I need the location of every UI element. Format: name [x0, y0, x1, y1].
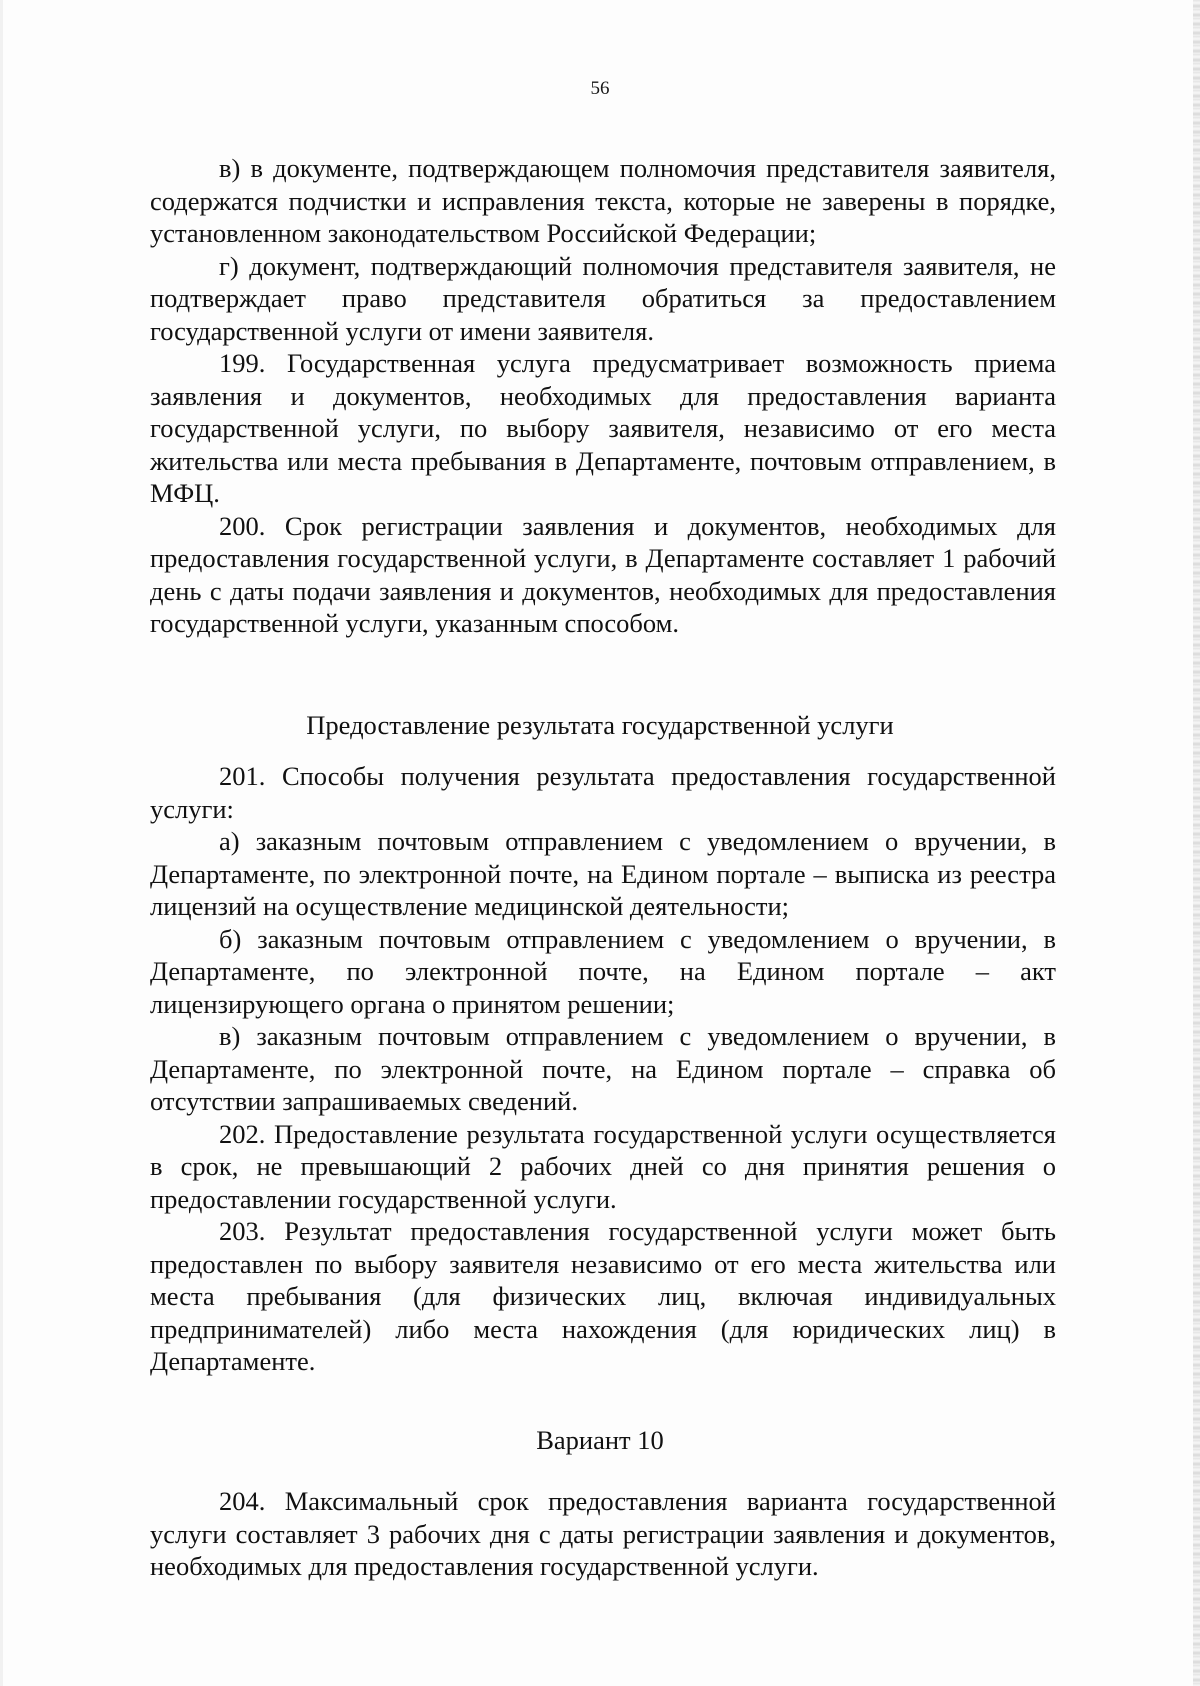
section-reasons-refusal — [150, 152, 1056, 640]
section-result-provision — [150, 760, 1056, 1378]
section-heading-result: Предоставление результата государственной услуги — [306, 710, 894, 740]
paragraph-199: 199. Государственная услуга предусматривает возможность приема заявления и документов, необходимых для предоставления варианта государственной услуги, по выбору заявителя, независимо от его места жительства или места пребывания в Департаменте, почтовым отправлением, в МФЦ. — [150, 348, 1056, 508]
paragraph-203: 203. Результат предоставления государственной услуги может быть предоставлен по выбору заявителя независимо от его места жительства или места пребывания (для физических лиц, включая индивидуальных предпринимателей) либо места нахождения (для юридических лиц) в Департаменте. — [150, 1216, 1056, 1376]
page-number: 56 — [590, 78, 610, 99]
section-heading-variant-10: Вариант 10 — [536, 1425, 664, 1455]
paragraph-204: 204. Максимальный срок предоставления варианта государственной услуги составляет 3 рабочих дня с даты регистрации заявления и документов, необходимых для предоставления государственной услуги. — [150, 1486, 1056, 1581]
paragraph-201-v: в) заказным почтовым отправлением с уведомлением о вручении, в Департаменте, по электронной почте, на Едином портале – справка об отсутствии запрашиваемых сведений. — [150, 1021, 1056, 1116]
paragraph-v-representative-document: в) в документе, подтверждающем полномочия представителя заявителя, содержатся подчистки и исправления текста, которые не заверены в порядке, установленном законодательством Российской Федерации; — [150, 153, 1056, 248]
paragraph-g-representative-authority: г) документ, подтверждающий полномочия представителя заявителя, не подтверждает право представителя обратиться за предоставлением государственной услуги от имени заявителя. — [150, 250, 1056, 346]
section-variant-10 — [150, 1485, 1056, 1583]
paragraph-201-a: а) заказным почтовым отправлением с уведомлением о вручении, в Департаменте, по электронной почте, на Едином портале – выписка из реестра лицензий на осуществление медицинской деятельности; — [150, 826, 1056, 921]
paragraph-201-b: б) заказным почтовым отправлением с уведомлением о вручении, в Департаменте, по электронной почте, на Едином портале – акт лицензирующего органа о принятом решении; — [150, 923, 1056, 1019]
paragraph-200: 200. Срок регистрации заявления и документов, необходимых для предоставления государственной услуги, в Департаменте составляет 1 рабочий день с даты подачи заявления и документов, необходимых для предоставления государственной услуги, указанным способом. — [150, 510, 1056, 638]
paragraph-201: 201. Способы получения результата предоставления государственной услуги: — [150, 761, 1056, 824]
paragraph-202: 202. Предоставление результата государственной услуги осуществляется в срок, не превышающий 2 рабочих дней со дня принятия решения о предоставлении государственной услуги. — [150, 1118, 1056, 1214]
